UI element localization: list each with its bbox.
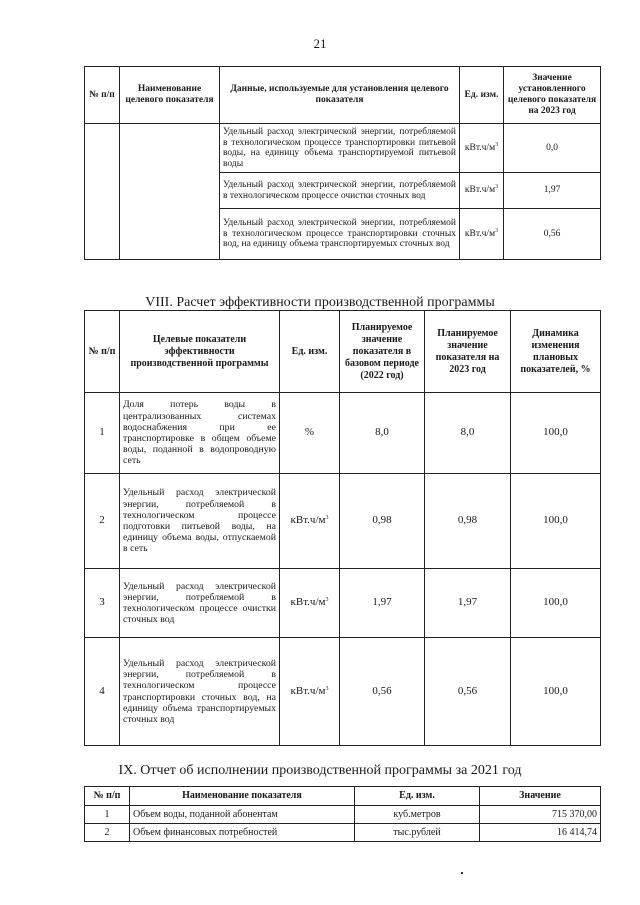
table-row [85, 393, 601, 474]
row-num: 2 [85, 824, 130, 842]
header-data-used: Данные, используемые для установления целевого показателя [220, 67, 460, 124]
row-dynamics: 100,0 [511, 638, 601, 746]
report-table [84, 786, 601, 842]
row-name: Объем финансовых потребностей [130, 824, 355, 842]
row-text: Удельный расход электрической энергии, потребляемой в технологическом процессе транспортировки питьевой воды, на единицу объема транспортируемой питьевой воды [220, 124, 460, 173]
row-value: 1,97 [504, 173, 601, 209]
row-num: 3 [85, 569, 120, 638]
row-unit: $кВт.ч/м^3$ [280, 569, 340, 638]
header-plan: Планируемое значение показателя на 2023 год [425, 311, 511, 393]
row-text: Удельный расход электрической энергии, потребляемой в технологическом процессе транспортировки сточных вод, на единицу объема транспортируемых сточных вод [120, 638, 280, 746]
row-plan: 1,97 [425, 569, 511, 638]
row-num: 1 [85, 806, 130, 824]
row-plan: 8,0 [425, 393, 511, 474]
row-base: 1,97 [340, 569, 425, 638]
row-num: 2 [85, 474, 120, 569]
row-num: 4 [85, 638, 120, 746]
row-unit: % [280, 393, 340, 474]
header-unit: Ед. изм. [355, 787, 480, 806]
row-text: Доля потерь воды в централизованных системах водоснабжения при ее транспортировке в общем объеме воды, поданной в водопроводную сеть [120, 393, 280, 474]
table-row [85, 124, 601, 173]
header-num: № п/п [85, 67, 120, 124]
row-unit: $кВт.ч/м^3$ [460, 173, 504, 209]
table-header-row [85, 311, 601, 393]
row-dynamics: 100,0 [511, 569, 601, 638]
empty-num-cell [85, 124, 120, 260]
section-8-title: VIII. Расчет эффективности производственной программы [145, 295, 495, 310]
row-unit: $кВт.ч/м^3$ [460, 124, 504, 173]
row-dynamics: 100,0 [511, 474, 601, 569]
table-row [85, 824, 601, 842]
header-value: Значение [480, 787, 601, 806]
header-dynamics: Динамика изменения плановых показателей, % [511, 311, 601, 393]
row-unit: $кВт.ч/м^3$ [460, 209, 504, 260]
scan-speck [461, 872, 463, 874]
row-text: Удельный расход электрической энергии, потребляемой в технологическом процессе очистки сточных вод [220, 173, 460, 209]
page-number: 21 [313, 36, 327, 51]
row-base: 8,0 [340, 393, 425, 474]
table-header-row [85, 67, 601, 124]
row-value: 16 414,74 [480, 824, 601, 842]
row-text: Удельный расход электрической энергии, потребляемой в технологическом процессе очистки сточных вод [120, 569, 280, 638]
header-unit: Ед. изм. [460, 67, 504, 124]
header-unit: Ед. изм. [280, 311, 340, 393]
row-value: 715 370,00 [480, 806, 601, 824]
row-text: Удельный расход электрической энергии, потребляемой в технологическом процессе транспортировки сточных вод, на единицу объема транспортируемых сточных вод [220, 209, 460, 260]
row-dynamics: 100,0 [511, 393, 601, 474]
table-row [85, 474, 601, 569]
row-base: 0,56 [340, 638, 425, 746]
row-unit: $кВт.ч/м^3$ [280, 474, 340, 569]
row-base: 0,98 [340, 474, 425, 569]
header-indicator: Наименование целевого показателя [120, 67, 220, 124]
header-base: Планируемое значение показателя в базовом периоде (2022 год) [340, 311, 425, 393]
row-text: Удельный расход электрической энергии, потребляемой в технологическом процессе подготовки питьевой воды, на единицу объема воды, отпускаемой в сеть [120, 474, 280, 569]
row-name: Объем воды, поданной абонентам [130, 806, 355, 824]
section-9-title: IX. Отчет об исполнении производственной программы за 2021 год [118, 763, 522, 778]
header-indicator: Целевые показатели эффективности производственной программы [120, 311, 280, 393]
row-num: 1 [85, 393, 120, 474]
efficiency-table [84, 310, 601, 746]
header-num: № п/п [85, 787, 130, 806]
row-unit: $кВт.ч/м^3$ [280, 638, 340, 746]
row-value: 0,0 [504, 124, 601, 173]
table-header-row [85, 787, 601, 806]
table-row [85, 806, 601, 824]
empty-indicator-cell [120, 124, 220, 260]
row-plan: 0,56 [425, 638, 511, 746]
row-value: 0,56 [504, 209, 601, 260]
row-plan: 0,98 [425, 474, 511, 569]
table-row [85, 638, 601, 746]
header-value: Значение установленного целевого показателя на 2023 год [504, 67, 601, 124]
table-row [85, 569, 601, 638]
row-unit: тыс.рублей [355, 824, 480, 842]
header-num: № п/п [85, 311, 120, 393]
target-indicators-table [84, 66, 601, 260]
header-name: Наименование показателя [130, 787, 355, 806]
row-unit: куб.метров [355, 806, 480, 824]
